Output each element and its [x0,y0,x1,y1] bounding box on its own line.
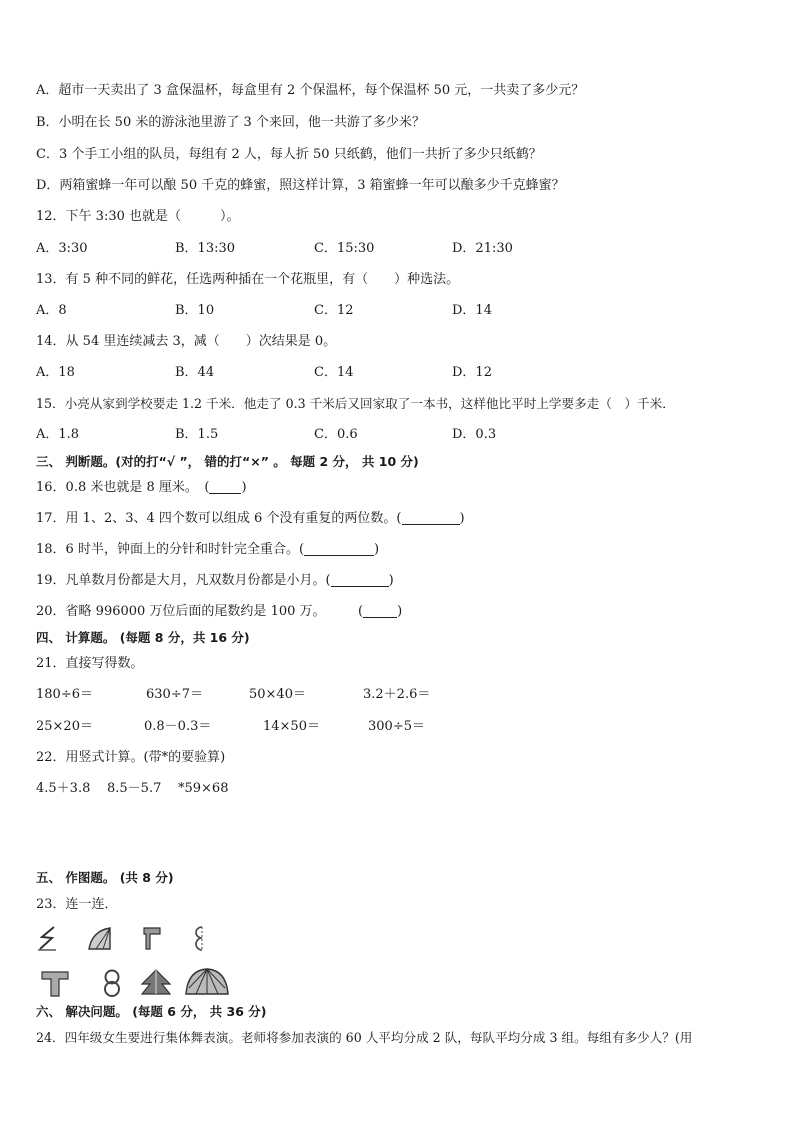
umbrella-figure[interactable] [184,966,230,998]
q15-option-b: B．1.5 [175,427,219,442]
half-lightning-figure[interactable] [36,925,60,951]
q19-text: 19．凡单数月份都是大月，凡双数月份都是小月。( [36,573,331,588]
q21-item: 300÷5＝ [368,719,425,734]
q12-option-d: D．21:30 [452,241,513,256]
q24-stem: 24．四年级女生要进行集体舞表演。老师将参加表演的 60 人平均分成 2 队，每队平均分成 3 组。每组有多少人？(用 [36,1030,693,1045]
q13-stem: 13．有 5 种不同的鲜花，任选两种插在一个花瓶里，有（ ）种选法。 [36,272,460,287]
q20-close: ) [397,604,403,619]
q16-answer-blank[interactable] [209,479,241,494]
q20-text: 20．省略 996000 万位后面的尾数约是 100 万。 ( [36,604,364,619]
q21-item: 630÷7＝ [146,687,203,702]
q13-option-a: A．8 [36,303,67,318]
section-4-title: 四、 计算题。 (每题 8 分，共 16 分) [36,630,250,645]
q13-option-c: C．12 [314,303,354,318]
q20-answer-blank[interactable] [363,603,397,618]
q18-text: 18．6 时半，钟面上的分针和时针完全重合。( [36,542,305,557]
q17-answer-blank[interactable] [402,510,460,525]
q15-option-a: A．1.8 [36,427,80,442]
q14-stem: 14．从 54 里连续减去 3，减（ ）次结果是 0。 [36,334,337,349]
q22-item: 8.5－5.7 [107,781,162,796]
q14-option-a: A．18 [36,365,75,380]
q17-close: ) [459,511,465,526]
q21-item: 14×50＝ [263,719,320,734]
q16-close: ) [241,480,247,495]
q23-stem: 23．连一连． [36,897,118,912]
half-house-figure[interactable] [140,925,164,951]
q11-option-b: B．小明在长 50 米的游泳池里游了 3 个来回，他一共游了多少米？ [36,115,425,130]
section-3-title: 三、 判断题。(对的打“√ ”， 错的打“×” 。 每题 2 分， 共 10 分) [36,454,419,469]
q11-option-c: C．3 个手工小组的队员，每组有 2 人，每人折 50 只纸鹤，他们一共折了多少只纸鹤？ [36,147,542,162]
q21-item: 25×20＝ [36,719,93,734]
q20 [36,603,402,621]
q15-option-d: D．0.3 [452,427,497,442]
q17-text: 17．用 1、2、3、4 四个数可以组成 6 个没有重复的两位数。( [36,511,402,526]
q21-item: 3.2＋2.6＝ [363,687,431,702]
q21-item: 50×40＝ [249,687,306,702]
q22-stem: 22．用竖式计算。(带*的要验算) [36,750,226,765]
q16-text: 16．0.8 米也就是 8 厘米。 ( [36,480,210,495]
q14-option-c: C．14 [314,365,354,380]
q21-stem: 21．直接写得数。 [36,656,144,671]
q15-stem: 15．小亮从家到学校要走 1.2 千米．他走了 0.3 千米后又回家取了一本书，这样他比平时上学要多走（ ）千米． [36,396,675,411]
q12-option-a: A．3:30 [36,241,88,256]
q18 [36,541,379,559]
house-figure[interactable] [40,968,70,998]
q15-option-c: C．0.6 [314,427,358,442]
q18-answer-blank[interactable] [304,541,374,556]
q19-answer-blank[interactable] [331,572,389,587]
q17 [36,510,465,528]
q22-item: *59×68 [178,781,229,796]
q11-option-a: A．超市一天卖出了 3 盒保温杯，每盒里有 2 个保温杯，每个保温杯 50 元，一共卖了多少元？ [36,83,585,98]
q21-item: 180÷6＝ [36,687,93,702]
q14-option-b: B．44 [175,365,215,380]
q19 [36,572,394,590]
q12-option-b: B．13:30 [175,241,236,256]
half-eight-figure[interactable] [192,925,210,951]
q21-item: 0.8－0.3＝ [144,719,212,734]
q11-option-d: D．两箱蜜蜂一年可以酿 50 千克的蜂蜜，照这样计算，3 箱蜜蜂一年可以酿多少千克蜂蜜？ [36,178,565,193]
q14-option-d: D．12 [452,365,492,380]
q19-close: ) [388,573,394,588]
tree-figure[interactable] [140,968,172,998]
q12-stem: 12．下午 3:30 也就是（ ）。 [36,209,240,224]
eight-figure[interactable] [100,968,124,998]
section-5-title: 五、 作图题。 (共 8 分) [36,870,174,885]
q12-option-c: C．15:30 [314,241,375,256]
q16 [36,479,247,497]
q22-item: 4.5＋3.8 [36,781,91,796]
section-6-title: 六、 解决问题。 (每题 6 分， 共 36 分) [36,1004,267,1019]
half-umbrella-figure[interactable] [86,925,114,951]
q13-option-b: B．10 [175,303,215,318]
q18-close: ) [374,542,380,557]
q13-option-d: D．14 [452,303,492,318]
